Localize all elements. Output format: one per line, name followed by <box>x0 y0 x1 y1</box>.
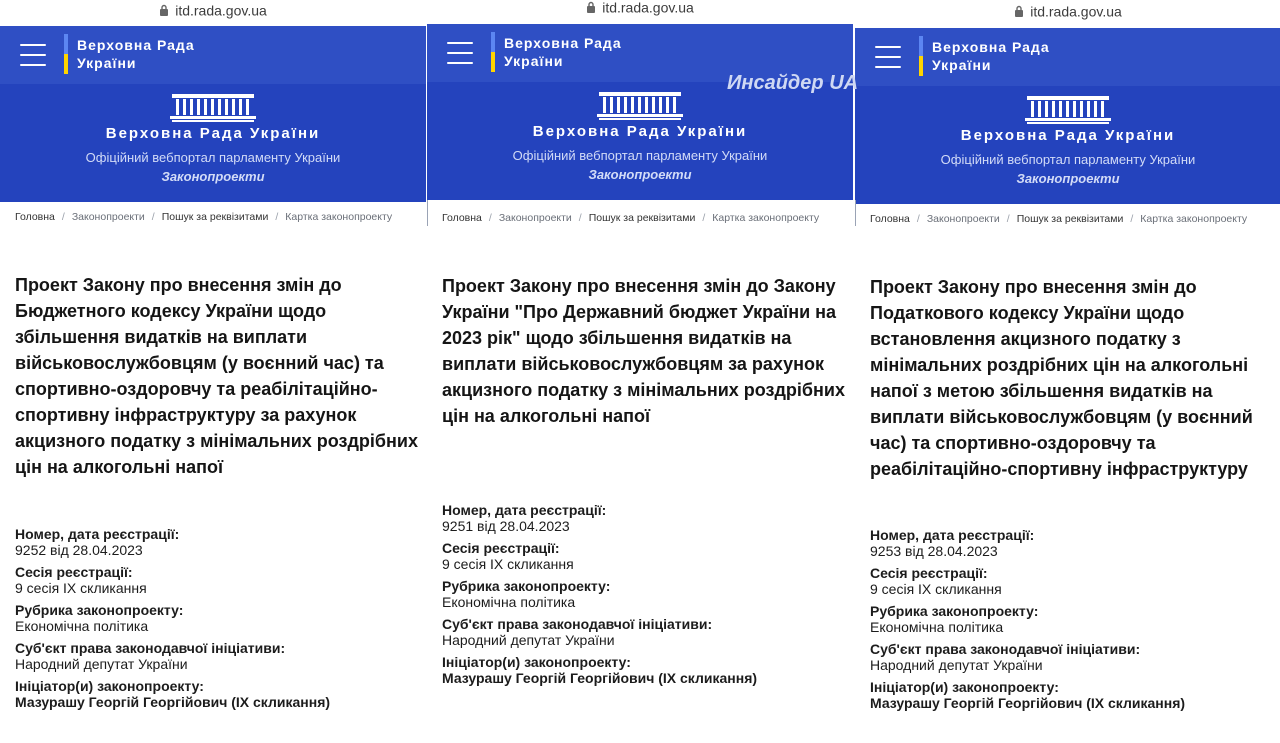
logo-line-1: Верховна Рада <box>77 37 195 53</box>
subject-value: Народний депутат України <box>15 656 188 672</box>
number-value: 9251 від 28.04.2023 <box>442 518 570 534</box>
screenshot-panel-3 <box>855 0 1280 743</box>
address-bar[interactable] <box>427 0 853 20</box>
menu-icon[interactable] <box>447 42 473 64</box>
url-text: itd.rada.gov.ua <box>175 2 267 19</box>
number-label: Номер, дата реєстрації: <box>870 527 1035 543</box>
banner <box>855 86 1280 204</box>
url-text: itd.rada.gov.ua <box>1030 3 1122 20</box>
panel-divider <box>855 200 856 226</box>
menu-icon[interactable] <box>875 46 901 68</box>
breadcrumb: Головна / Законопроекти / Пошук за реквізитами / Картка законопроекту <box>15 211 393 223</box>
site-logo[interactable] <box>932 38 1050 74</box>
breadcrumb-home[interactable]: Головна <box>870 213 910 225</box>
breadcrumb-bills[interactable]: Законопроекти <box>498 212 572 224</box>
address-bar[interactable] <box>0 1 426 23</box>
flag-mark <box>491 32 495 72</box>
session-label: Сесія реєстрації: <box>870 565 988 581</box>
lock-icon <box>586 1 596 13</box>
session-value: 9 сесія IX скликання <box>15 580 147 596</box>
bill-details <box>15 526 420 716</box>
subject-value: Народний депутат України <box>442 632 615 648</box>
breadcrumb-card: Картка законопроекту <box>712 212 820 224</box>
banner-section[interactable]: Законопроекти <box>588 167 692 182</box>
banner-subtitle: Офіційний вебпортал парламенту України <box>940 152 1196 167</box>
banner-title: Верховна Рада України <box>532 123 748 140</box>
rubric-label: Рубрика законопроекту: <box>15 602 184 618</box>
subject-label: Суб'єкт права законодавчої ініціативи: <box>870 641 1141 657</box>
breadcrumb-card: Картка законопроекту <box>1140 213 1248 225</box>
breadcrumb-search[interactable]: Пошук за реквізитами <box>1016 213 1124 225</box>
bill-title: Проект Закону про внесення змін до Закону України "Про Державний бюджет України на 2023 рік" щодо збільшення видатків на виплати військовослужбовцям за рахунок акцизного податку з мінімальних роздрібних цін на алкогольні напої <box>442 276 845 426</box>
initiator-value[interactable]: Мазурашу Георгій Георгійович (IX скликання) <box>870 695 1186 711</box>
breadcrumb-search[interactable]: Пошук за реквізитами <box>588 212 696 224</box>
logo-line-2: України <box>504 53 564 69</box>
rubric-label: Рубрика законопроекту: <box>442 578 611 594</box>
number-value: 9253 від 28.04.2023 <box>870 543 998 559</box>
initiator-value[interactable]: Мазурашу Георгій Георгійович (IX скликання) <box>15 694 331 710</box>
screenshot-panel-1 <box>0 0 426 743</box>
panel-divider <box>427 200 428 226</box>
banner-subtitle: Офіційний вебпортал парламенту України <box>512 148 768 163</box>
breadcrumb-home[interactable]: Головна <box>15 211 55 223</box>
site-header <box>855 28 1280 86</box>
subject-value: Народний депутат України <box>870 657 1043 673</box>
session-value: 9 сесія IX скликання <box>870 581 1002 597</box>
logo-line-1: Верховна Рада <box>504 35 622 51</box>
parliament-building-icon <box>170 88 256 122</box>
logo-line-1: Верховна Рада <box>932 39 1050 55</box>
session-label: Сесія реєстрації: <box>15 564 133 580</box>
breadcrumb-bills[interactable]: Законопроекти <box>926 213 1000 225</box>
number-value: 9252 від 28.04.2023 <box>15 542 143 558</box>
bill-title: Проект Закону про внесення змін до Бюджетного кодексу України щодо збільшення видатків на виплати військовослужбовцям (у воєнний час) та спортивно-оздоровчу та реабілітаційно-спортивну інфраструктуру за рахунок акцизного податку з мінімальних роздрібних цін на алкогольні напої <box>15 275 418 477</box>
initiator-value[interactable]: Мазурашу Георгій Георгійович (IX скликання) <box>442 670 758 686</box>
bill-details <box>870 527 1275 717</box>
banner-section[interactable]: Законопроекти <box>1016 171 1120 186</box>
number-label: Номер, дата реєстрації: <box>442 502 607 518</box>
parliament-building-icon <box>1025 90 1111 124</box>
site-header <box>0 26 426 84</box>
initiator-label: Ініціатор(и) законопроекту: <box>442 654 631 670</box>
logo-line-2: України <box>77 55 137 71</box>
breadcrumb-home[interactable]: Головна <box>442 212 482 224</box>
banner-subtitle: Офіційний вебпортал парламенту України <box>85 150 341 165</box>
lock-icon <box>1014 5 1024 17</box>
session-label: Сесія реєстрації: <box>442 540 560 556</box>
flag-mark <box>919 36 923 76</box>
site-logo[interactable] <box>504 34 622 70</box>
breadcrumb-search[interactable]: Пошук за реквізитами <box>161 211 269 223</box>
breadcrumb-bills[interactable]: Законопроекти <box>71 211 145 223</box>
address-bar[interactable] <box>855 2 1280 24</box>
breadcrumb-card: Картка законопроекту <box>285 211 393 223</box>
rubric-value: Економічна політика <box>870 619 1004 635</box>
bill-title: Проект Закону про внесення змін до Податкового кодексу України щодо встановлення акцизного податку з мінімальних роздрібних цін на алкогольні напої з метою збільшення видатків на виплати військовослужбовцям (у воєнний час) та спортивно-оздоровчу та реабілітаційно-спортивну інфраструктуру <box>870 277 1253 479</box>
watermark: Инсайдер UA <box>727 72 859 94</box>
url-text: itd.rada.gov.ua <box>602 0 694 16</box>
menu-icon[interactable] <box>20 44 46 66</box>
banner <box>427 82 853 200</box>
logo-line-2: України <box>932 57 992 73</box>
banner-section[interactable]: Законопроекти <box>161 169 265 184</box>
subject-label: Суб'єкт права законодавчої ініціативи: <box>442 616 713 632</box>
initiator-label: Ініціатор(и) законопроекту: <box>870 679 1059 695</box>
rubric-label: Рубрика законопроекту: <box>870 603 1039 619</box>
site-logo[interactable] <box>77 36 195 72</box>
banner-title: Верховна Рада України <box>960 127 1176 144</box>
session-value: 9 сесія IX скликання <box>442 556 574 572</box>
bill-details <box>442 502 847 692</box>
screenshot-panel-2 <box>427 0 853 743</box>
rubric-value: Економічна політика <box>442 594 576 610</box>
initiator-label: Ініціатор(и) законопроекту: <box>15 678 204 694</box>
subject-label: Суб'єкт права законодавчої ініціативи: <box>15 640 286 656</box>
parliament-building-icon <box>597 86 683 120</box>
banner-title: Верховна Рада України <box>105 125 321 142</box>
lock-icon <box>159 4 169 16</box>
rubric-value: Економічна політика <box>15 618 149 634</box>
banner <box>0 84 426 202</box>
breadcrumb: Головна / Законопроекти / Пошук за реквізитами / Картка законопроекту <box>870 213 1248 225</box>
flag-mark <box>64 34 68 74</box>
number-label: Номер, дата реєстрації: <box>15 526 180 542</box>
breadcrumb: Головна / Законопроекти / Пошук за реквізитами / Картка законопроекту <box>442 212 820 224</box>
